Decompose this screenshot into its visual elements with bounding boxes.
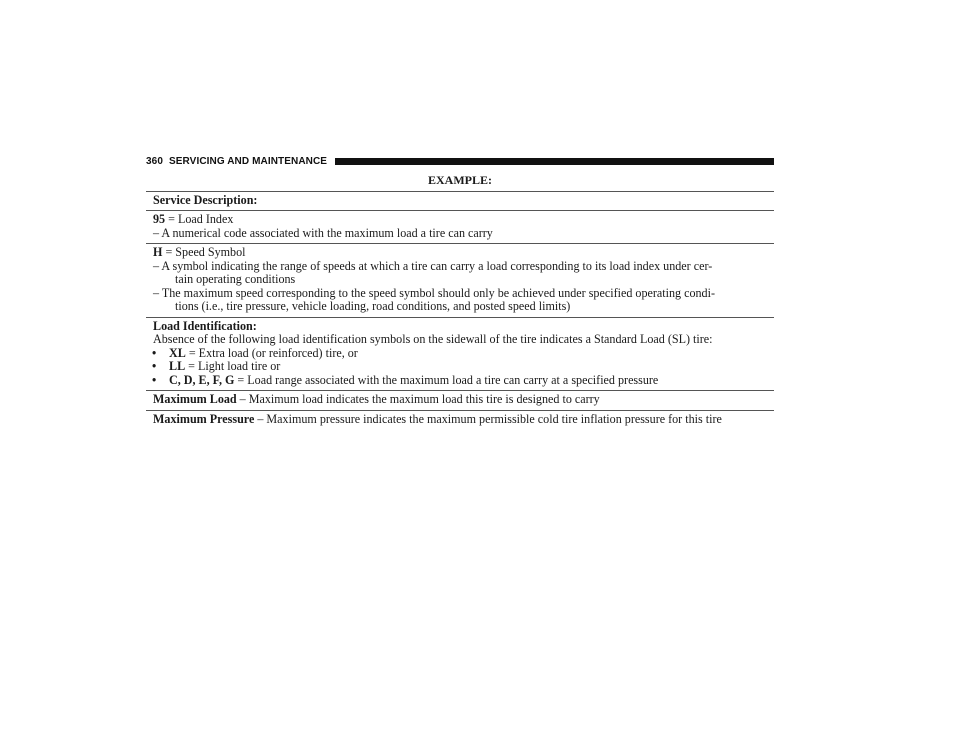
maximum-pressure-term: Maximum Pressure [153, 411, 255, 426]
load-code-text: = Extra load (or reinforced) tire, or [185, 345, 358, 360]
load-index-row [146, 211, 774, 244]
maximum-pressure-line [153, 413, 774, 427]
speed-symbol-note-2-b: tions (i.e., tire pressure, vehicle loading, road conditions, and posted speed limits) [175, 299, 571, 313]
load-code: XL [169, 345, 186, 360]
tire-info-table [146, 174, 774, 429]
maximum-pressure-text: – Maximum pressure indicates the maximum permissible cold tire inflation pressure for this tire [254, 411, 722, 426]
speed-symbol-code: H [153, 245, 163, 259]
maximum-load-text: – Maximum load indicates the maximum load this tire is designed to carry [236, 392, 600, 406]
speed-symbol-line [153, 246, 774, 260]
load-code: LL [169, 359, 186, 373]
speed-symbol-note-2-a: – The maximum speed corresponding to the speed symbol should only be achieved under specified operating condi- [153, 285, 715, 300]
load-code: C, D, E, F, G [169, 372, 235, 387]
section-title: SERVICING AND MAINTENANCE [169, 155, 328, 167]
header-rule [335, 158, 774, 165]
page-number: 360 [146, 155, 163, 167]
page-header [146, 154, 774, 168]
load-index-code: 95 [153, 212, 166, 226]
bullet-icon: • [152, 345, 157, 360]
speed-symbol-note-1 [153, 260, 774, 287]
load-code-text: = Load range associated with the maximum load a tire can carry at a specified pressure [234, 372, 659, 387]
service-description-heading: Service Description: [153, 192, 258, 207]
load-identification-intro: Absence of the following load identification symbols on the sidewall of the tire indicates a Standard Load (SL) tire: [153, 332, 713, 346]
list-item [153, 374, 774, 388]
load-index-label: = Load Index [168, 212, 234, 226]
list-item [153, 360, 774, 374]
speed-symbol-label: = Speed Symbol [165, 245, 246, 259]
load-identification-row [146, 318, 774, 392]
maximum-load-row [146, 391, 774, 411]
table-caption: EXAMPLE: [146, 174, 774, 192]
speed-symbol-row [146, 244, 774, 318]
speed-symbol-note-2 [153, 287, 774, 314]
speed-symbol-note-1-a: – A symbol indicating the range of speeds at which a tire can carry a load corresponding to its load index under cer- [153, 258, 713, 273]
list-item [153, 347, 774, 361]
load-identification-heading: Load Identification: [153, 318, 257, 333]
maximum-load-line [153, 393, 774, 407]
maximum-load-term: Maximum Load [153, 392, 237, 406]
service-description-row [146, 192, 774, 212]
page-header-text [146, 156, 327, 167]
load-code-text: = Light load tire or [185, 359, 281, 373]
bullet-icon: • [152, 372, 157, 387]
bullet-icon: • [152, 359, 157, 373]
speed-symbol-note-1-b: tain operating conditions [175, 272, 296, 286]
load-index-note: – A numerical code associated with the maximum load a tire can carry [153, 225, 493, 240]
maximum-pressure-row [146, 411, 774, 430]
load-index-line [153, 213, 774, 227]
